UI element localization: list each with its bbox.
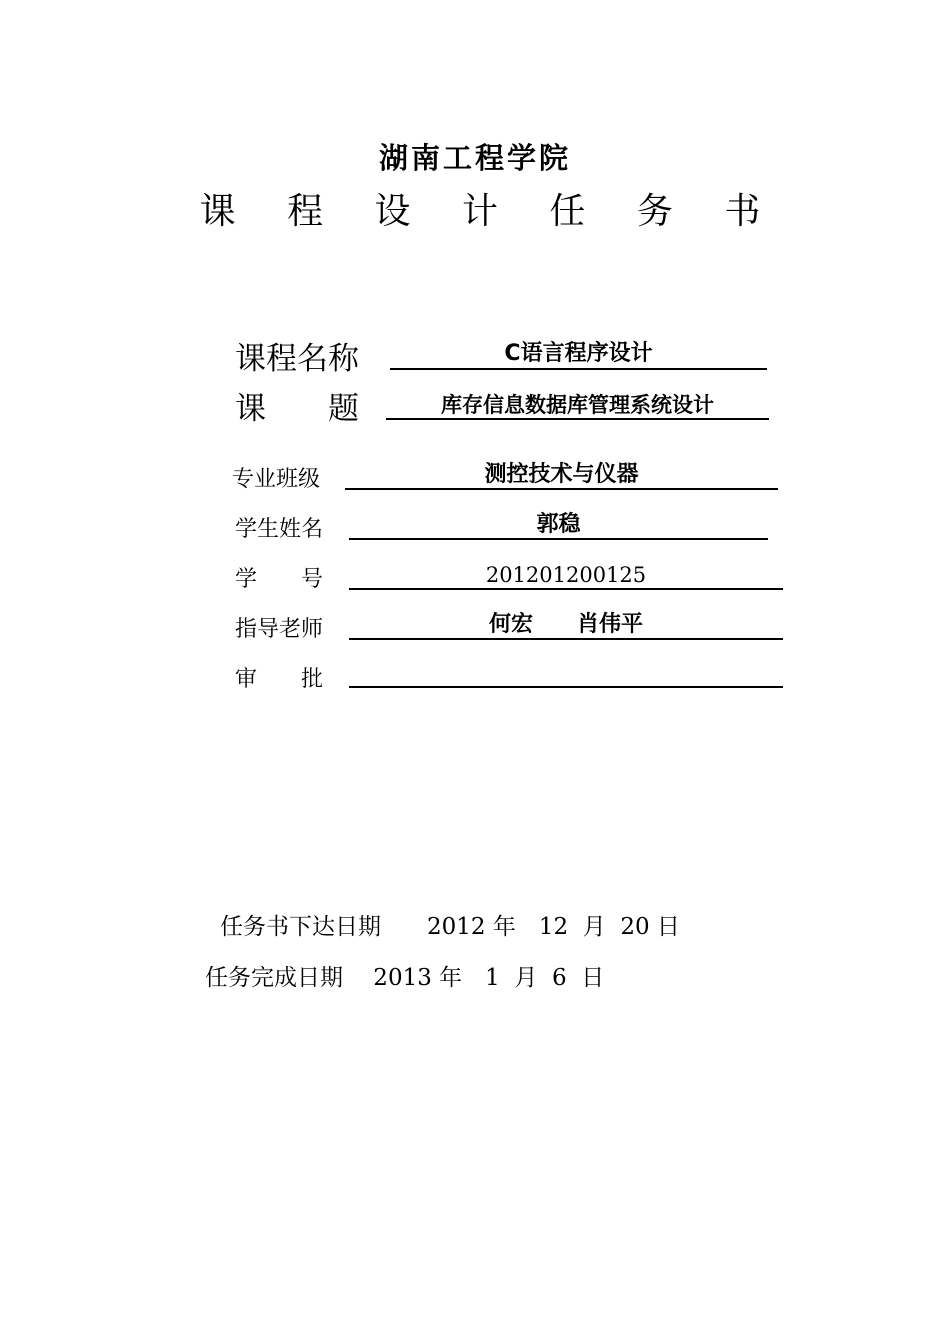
document-title: 课 程 设 计 任 务 书 [199, 191, 781, 232]
issue-date: 任务书下达日期 2012 年 12 月 20 日 [220, 914, 680, 940]
topic-field: 库存信息数据库管理系统设计 [386, 392, 769, 420]
approval-field [349, 662, 783, 688]
school-name: 湖南工程学院 [378, 141, 571, 175]
student-id-label: 学 号 [235, 567, 324, 592]
student-name-field: 郭稳 [349, 512, 768, 540]
student-id-field: 201201200125 [349, 562, 783, 590]
advisor-field: 何宏 肖伟平 [349, 612, 783, 640]
completion-date: 任务完成日期 2013 年 1 月 6 日 [205, 965, 605, 991]
course-name-label: 课程名称 [235, 341, 359, 377]
topic-label: 课 题 [235, 391, 359, 427]
major-class-label: 专业班级 [232, 467, 321, 492]
student-name-label: 学生姓名 [235, 517, 324, 542]
major-class-field: 测控技术与仪器 [345, 462, 778, 490]
approval-label: 审 批 [235, 667, 324, 692]
course-name-field: C语言程序设计 [390, 340, 767, 370]
advisor-label: 指导老师 [235, 617, 324, 642]
